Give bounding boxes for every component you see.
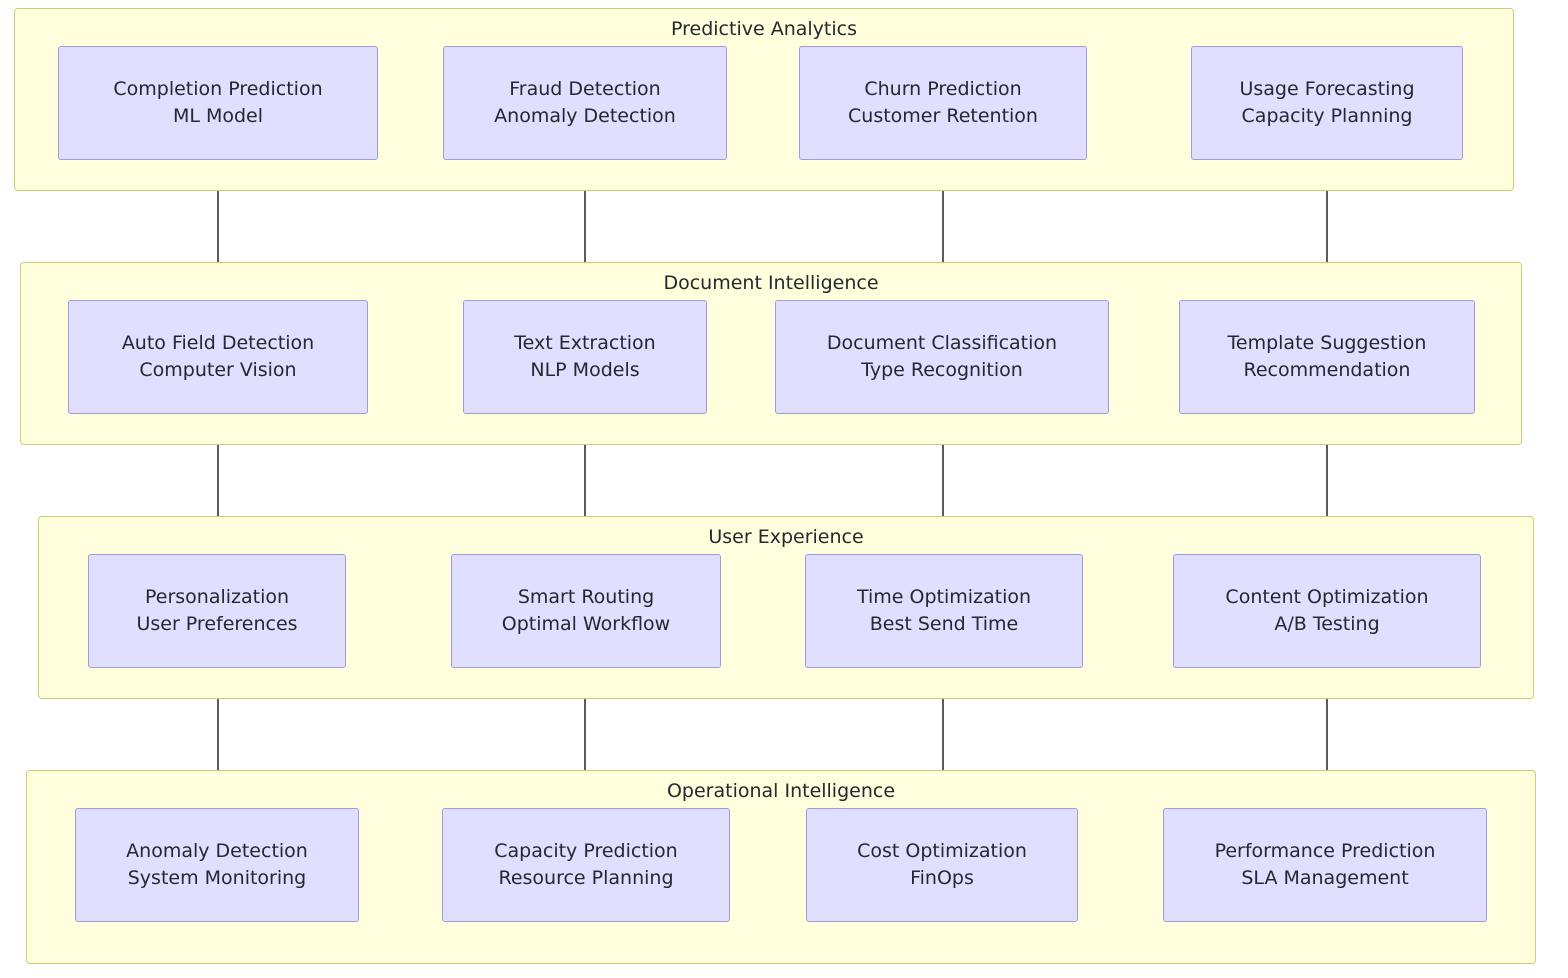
node-cost-optimization[interactable] [806, 808, 1078, 922]
node-label-secondary: Anomaly Detection [494, 105, 676, 127]
node-label-primary: Usage Forecasting [1239, 78, 1415, 100]
node-label-secondary: A/B Testing [1274, 613, 1380, 635]
node-label-secondary: ML Model [172, 105, 264, 127]
node-label-secondary: Computer Vision [139, 359, 297, 381]
node-label-secondary: SLA Management [1241, 867, 1409, 889]
node-label-primary: Anomaly Detection [126, 840, 308, 862]
node-auto-field-detection[interactable] [68, 300, 368, 414]
node-capacity-prediction[interactable] [442, 808, 730, 922]
node-fraud-detection[interactable] [443, 46, 727, 160]
cluster-title-user-experience: User Experience [708, 526, 864, 548]
node-completion-prediction[interactable] [58, 46, 378, 160]
node-label-secondary: Customer Retention [848, 105, 1038, 127]
node-label-primary: Auto Field Detection [121, 332, 315, 354]
node-label-secondary: NLP Models [530, 359, 640, 381]
node-label-primary: Fraud Detection [509, 78, 661, 100]
node-label-primary: Time Optimization [856, 586, 1032, 608]
node-label-secondary: Best Send Time [869, 613, 1019, 635]
node-label-primary: Churn Prediction [864, 78, 1022, 100]
node-label-primary: Document Classification [826, 332, 1058, 354]
node-label-primary: Completion Prediction [113, 78, 323, 100]
node-anomaly-detection[interactable] [75, 808, 359, 922]
node-template-suggestion[interactable] [1179, 300, 1475, 414]
node-label-primary: Personalization [144, 586, 290, 608]
node-label-secondary: Resource Planning [498, 867, 674, 889]
node-usage-forecasting[interactable] [1191, 46, 1463, 160]
node-time-optimization[interactable] [805, 554, 1083, 668]
node-label-primary: Performance Prediction [1214, 840, 1436, 862]
cluster-title-operational-intelligence: Operational Intelligence [666, 780, 896, 802]
node-label-secondary: Optimal Workflow [501, 613, 671, 635]
node-label-secondary: Type Recognition [861, 359, 1023, 381]
node-content-optimization[interactable] [1173, 554, 1481, 668]
node-label-primary: Template Suggestion [1227, 332, 1427, 354]
cluster-title-predictive-analytics: Predictive Analytics [671, 18, 857, 40]
node-churn-prediction[interactable] [799, 46, 1087, 160]
node-label-secondary: Recommendation [1243, 359, 1411, 381]
node-label-primary: Cost Optimization [857, 840, 1027, 862]
node-label-secondary: Capacity Planning [1241, 105, 1413, 127]
node-label-secondary: FinOps [910, 867, 974, 889]
node-label-secondary: User Preferences [136, 613, 298, 635]
node-label-primary: Smart Routing [517, 586, 655, 608]
node-document-classification[interactable] [775, 300, 1109, 414]
node-label-primary: Capacity Prediction [494, 840, 678, 862]
cluster-title-document-intelligence: Document Intelligence [663, 272, 879, 294]
node-performance-prediction[interactable] [1163, 808, 1487, 922]
node-smart-routing[interactable] [451, 554, 721, 668]
node-label-primary: Text Extraction [514, 332, 656, 354]
node-label-secondary: System Monitoring [127, 867, 307, 889]
node-personalization[interactable] [88, 554, 346, 668]
node-label-primary: Content Optimization [1225, 586, 1429, 608]
node-text-extraction[interactable] [463, 300, 707, 414]
